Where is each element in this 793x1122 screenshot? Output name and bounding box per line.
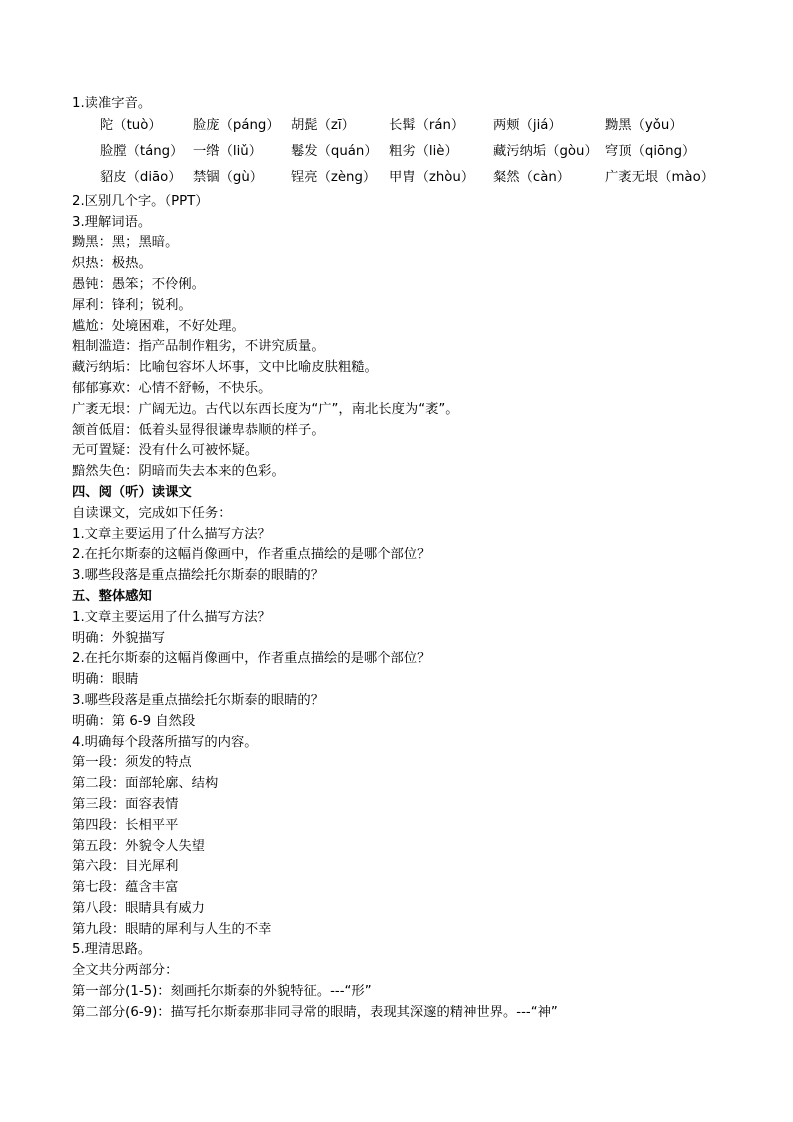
text-line: 第七段：蕴含丰富 <box>72 880 179 896</box>
text-line: 第八段：眼睛具有威力 <box>72 900 205 916</box>
text-line: 炽热：极热。 <box>72 256 152 272</box>
pronunciation-word: 貂皮（diāo） <box>100 169 182 185</box>
text-line: 黯然失色：阴暗而失去本来的色彩。 <box>72 464 285 480</box>
text-line: 尴尬：处境困难，不好处理。 <box>72 318 245 334</box>
text-line: 2.区别几个字。（PPT） <box>72 193 209 209</box>
text-line: 郁郁寡欢：心情不舒畅，不快乐。 <box>72 380 272 396</box>
section-heading: 四、阅（听）读课文 <box>72 484 192 500</box>
text-line: 广袤无垠：广阔无边。古代以东西长度为“广”，南北长度为“袤”。 <box>72 401 459 417</box>
pronunciation-grid <box>72 116 722 189</box>
text-line: 自读课文，完成如下任务： <box>72 505 232 521</box>
text-line: 5.理清思路。 <box>72 942 152 958</box>
pronunciation-word: 两颊（jiá） <box>493 117 562 133</box>
pronunciation-word: 锃亮（zèng） <box>291 169 377 185</box>
pronunciation-word: 广袤无垠（mào） <box>605 169 715 185</box>
pronunciation-word: 鬈发（quán） <box>291 143 378 159</box>
text-line: 1.文章主要运用了什么描写方法？ <box>72 609 271 625</box>
text-line: 第五段：外貌令人失望 <box>72 838 205 854</box>
text-line: 明确：眼睛 <box>72 672 139 688</box>
text-line: 粗制滥造：指产品制作粗劣，不讲究质量。 <box>72 339 325 355</box>
text-line: 明确：外貌描写 <box>72 630 166 646</box>
text-line: 第二段：面部轮廓、结构 <box>72 776 219 792</box>
pronunciation-word: 穹顶（qiōng） <box>605 143 696 159</box>
document-page <box>72 94 722 1024</box>
text-line: 第一部分(1-5)：刻画托尔斯泰的外貌特征。---“形” <box>72 984 372 1000</box>
text-line: 3.理解词语。 <box>72 214 152 230</box>
text-line: 4.明确每个段落所描写的内容。 <box>72 734 258 750</box>
text-line: 颔首低眉：低着头显得很谦卑恭顺的样子。 <box>72 422 325 438</box>
text-line: 3.哪些段落是重点描绘托尔斯泰的眼睛的？ <box>72 692 325 708</box>
pronunciation-word: 一绺（liǔ） <box>193 143 263 159</box>
pronunciation-word: 脸庞（páng） <box>193 117 280 133</box>
section-heading: 五、整体感知 <box>72 588 152 604</box>
text-line: 第四段：长相平平 <box>72 817 179 833</box>
pronunciation-word: 禁锢（gù） <box>193 169 264 185</box>
text-line: 第二部分(6-9)：描写托尔斯泰那非同寻常的眼睛，表现其深邃的精神世界。---“神” <box>72 1004 558 1020</box>
pronunciation-word: 长髯（rán） <box>389 117 465 133</box>
text-line: 第三段：面容表情 <box>72 796 179 812</box>
text-line: 无可置疑：没有什么可被怀疑。 <box>72 443 259 459</box>
text-line: 全文共分两部分： <box>72 963 179 979</box>
text-line: 明确：第 6-9 自然段 <box>72 713 196 729</box>
text-line: 2.在托尔斯泰的这幅肖像画中，作者重点描绘的是哪个部位？ <box>72 651 431 667</box>
text-line: 第六段：目光犀利 <box>72 859 179 875</box>
item-read-pronunciation: 1.读准字音。 <box>72 96 152 111</box>
pronunciation-word: 粲然（càn） <box>493 169 571 185</box>
pronunciation-word: 甲胄（zhòu） <box>389 169 475 185</box>
text-line: 3.哪些段落是重点描绘托尔斯泰的眼睛的？ <box>72 568 325 584</box>
pronunciation-word: 黝黑（yǒu） <box>605 117 683 133</box>
pronunciation-word: 陀（tuò） <box>100 117 162 133</box>
text-line: 愚钝：愚笨；不伶俐。 <box>72 276 205 292</box>
document-body <box>72 192 722 1024</box>
text-line: 1.文章主要运用了什么描写方法？ <box>72 526 271 542</box>
text-line: 第一段：须发的特点 <box>72 755 192 771</box>
text-line: 2.在托尔斯泰的这幅肖像画中，作者重点描绘的是哪个部位？ <box>72 547 431 563</box>
pronunciation-word: 胡髭（zī） <box>291 117 355 133</box>
pronunciation-word: 脸膛（táng） <box>100 143 184 159</box>
text-line: 第九段：眼睛的犀利与人生的不幸 <box>72 921 272 937</box>
text-line: 犀利：锋利；锐利。 <box>72 297 192 313</box>
text-line: 藏污纳垢：比喻包容坏人坏事，文中比喻皮肤粗糙。 <box>72 360 378 376</box>
text-line: 黝黑：黑；黑暗。 <box>72 235 179 251</box>
pronunciation-word: 藏污纳垢（gòu） <box>493 143 598 159</box>
pronunciation-word: 粗劣（liè） <box>389 143 458 159</box>
